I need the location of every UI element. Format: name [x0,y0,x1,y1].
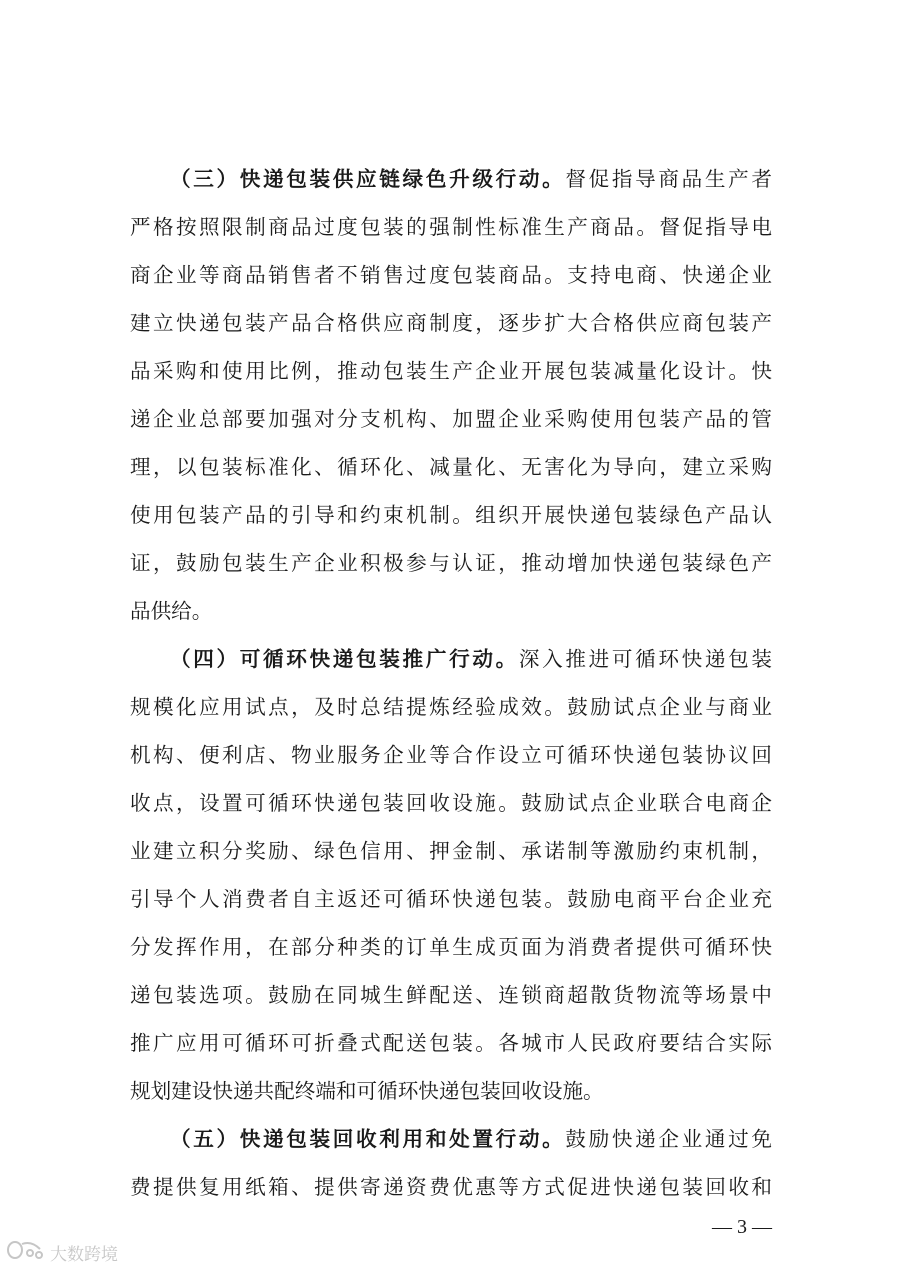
paragraph-line: 递包装选项。鼓励在同城生鲜配送、连锁商超散货物流等场景中 [130,983,772,1007]
brand-logo-icon [6,1239,46,1266]
paragraph-line: 机构、便利店、物业服务企业等合作设立可循环快递包装协议回 [130,743,772,767]
section-heading: （五）快递包装回收利用和处置行动。 [170,1127,566,1151]
paragraph-text: 督促指导商品生产者 [565,167,773,191]
watermark-text: 大数跨境 [50,1244,118,1265]
section-heading: （四）可循环快递包装推广行动。 [170,647,519,671]
paragraph-line: 品采购和使用比例，推动包装生产企业开展包装减量化设计。快 [130,359,772,383]
paragraph-line: 推广应用可循环可折叠式配送包装。各城市人民政府要结合实际 [130,1031,772,1055]
paragraph-line: 费提供复用纸箱、提供寄递资费优惠等方式促进快递包装回收和 [130,1175,772,1199]
paragraph-line: 业建立积分奖励、绿色信用、押金制、承诺制等激励约束机制， [130,839,772,863]
paragraph-line: 规划建设快递共配终端和可循环快递包装回收设施。 [130,1079,604,1103]
paragraph-line: 严格按照限制商品过度包装的强制性标准生产商品。督促指导电 [130,215,772,239]
paragraph-line: 规模化应用试点，及时总结提炼经验成效。鼓励试点企业与商业 [130,695,772,719]
paragraph-line: 商企业等商品销售者不销售过度包装商品。支持电商、快递企业 [130,263,772,287]
paragraph-line: 证，鼓励包装生产企业积极参与认证，推动增加快递包装绿色产 [130,551,772,575]
section-five-first-line [170,1124,772,1154]
paragraph-text: 鼓励快递企业通过免 [565,1127,773,1151]
paragraph-line: 引导个人消费者自主返还可循环快递包装。鼓励电商平台企业充 [130,887,772,911]
paragraph-line: 理，以包装标准化、循环化、减量化、无害化为导向，建立采购 [130,455,772,479]
paragraph-line: 递企业总部要加强对分支机构、加盟企业采购使用包装产品的管 [130,407,772,431]
paragraph-line: 收点，设置可循环快递包装回收设施。鼓励试点企业联合电商企 [130,791,772,815]
paragraph-line: 分发挥作用，在部分种类的订单生成页面为消费者提供可循环快 [130,935,772,959]
paragraph-line: 建立快递包装产品合格供应商制度，逐步扩大合格供应商包装产 [130,311,772,335]
section-three-first-line [170,164,772,194]
paragraph-text: 深入推进可循环快递包装 [518,647,772,671]
watermark [6,1238,118,1266]
page-number: — 3 — [712,1216,772,1238]
section-heading: （三）快递包装供应链绿色升级行动。 [170,167,566,191]
paragraph-line: 使用包装产品的引导和约束机制。组织开展快递包装绿色产品认 [130,503,772,527]
paragraph-line: 品供给。 [130,599,213,623]
section-four-first-line [170,644,772,674]
